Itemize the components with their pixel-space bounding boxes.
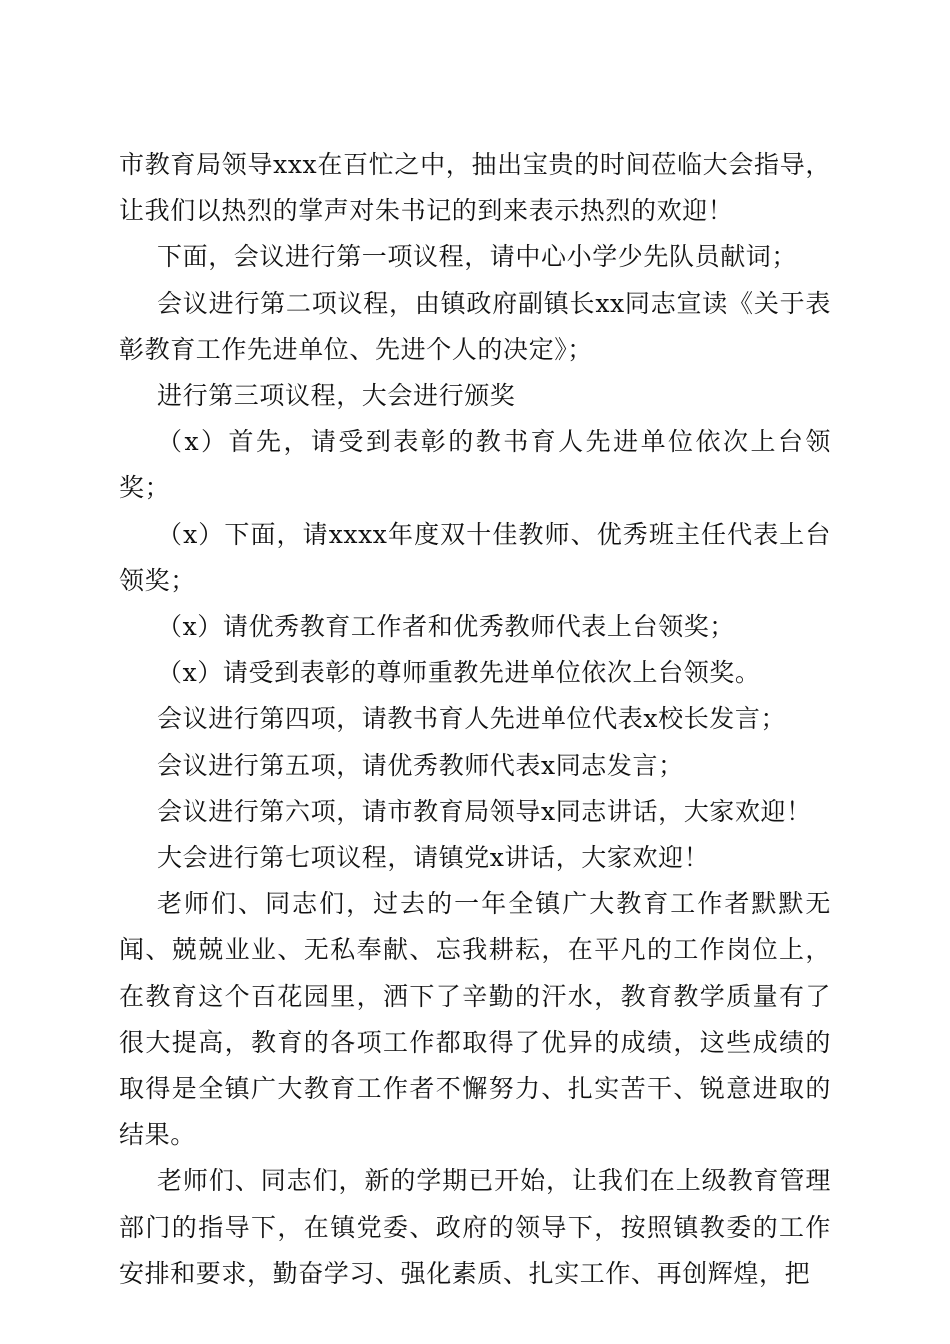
paragraph-agenda-4: 会议进行第四项，请教书育人先进单位代表x校长发言； [157,704,787,734]
paragraph-award-3: （x）请优秀教育工作者和优秀教师代表上台领奖； [157,612,735,642]
document-body [119,142,831,1297]
paragraph-review: 老师们、同志们，过去的一年全镇广大教育工作者默默无闻、兢兢业业、无私奉献、忘我耕耘，在平凡的工作岗位上，在教育这个百花园里，洒下了辛勤的汗水，教育教学质量有了很大提高，教育的各项工作都取得了优异的成绩，这些成绩的取得是全镇广大教育工作者不懈努力、扎实苦干、锐意进取的结果。 [119,889,831,1150]
paragraph-agenda-7: 大会进行第七项议程，请镇党x讲话，大家欢迎！ [157,843,710,873]
paragraph-award-1: （x）首先，请受到表彰的教书育人先进单位依次上台领奖； [119,427,831,503]
paragraph-agenda-3: 进行第三项议程，大会进行颁奖 [157,381,516,411]
paragraph-award-2: （x）下面，请xxxx年度双十佳教师、优秀班主任代表上台领奖； [119,519,831,595]
paragraph-award-4: （x）请受到表彰的尊师重教先进单位依次上台领奖。 [157,658,761,688]
paragraph-welcome: 市教育局领导xxx在百忙之中，抽出宝贵的时间莅临大会指导，让我们以热烈的掌声对朱书记的到来表示热烈的欢迎！ [119,150,831,226]
paragraph-agenda-2: 会议进行第二项议程，由镇政府副镇长xx同志宣读《关于表彰教育工作先进单位、先进个人的决定》； [119,288,831,364]
paragraph-agenda-5: 会议进行第五项，请优秀教师代表x同志发言； [157,750,684,780]
paragraph-agenda-1: 下面，会议进行第一项议程，请中心小学少先队员献词； [157,242,798,272]
paragraph-outlook: 老师们、同志们，新的学期已开始，让我们在上级教育管理部门的指导下，在镇党委、政府的领导下，按照镇教委的工作安排和要求，勤奋学习、强化素质、扎实工作、再创辉煌，把 [119,1166,831,1288]
paragraph-agenda-6: 会议进行第六项，请市教育局领导x同志讲话，大家欢迎！ [157,796,812,826]
